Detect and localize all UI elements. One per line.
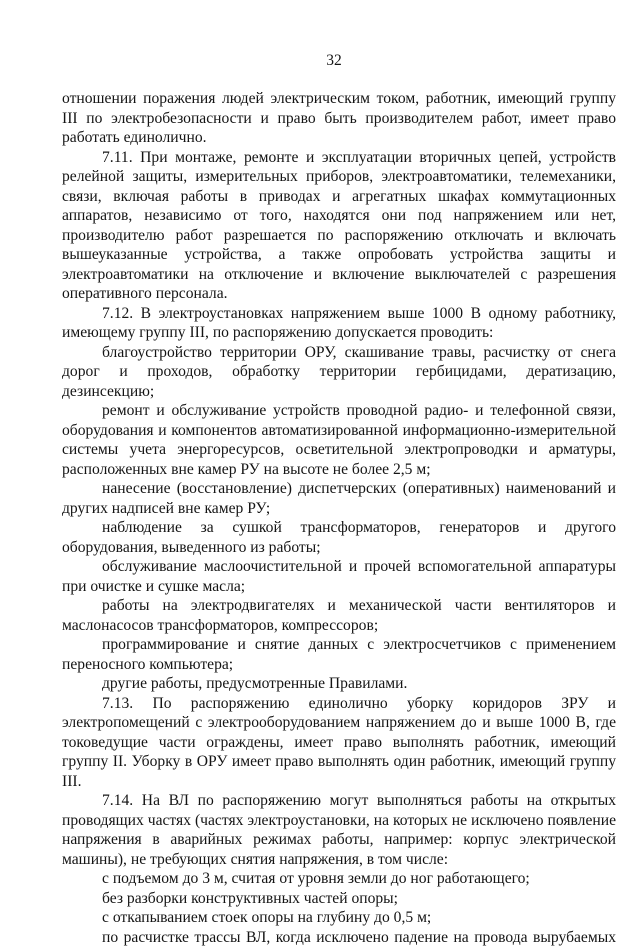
paragraph: отношении поражения людей электрическим током, работник, имеющий группу III по электробезопасности и право быть производителем работ, имеет право работать единолично. xyxy=(62,89,616,148)
paragraph: по расчистке трассы ВЛ, когда исключено падение на провода вырубаемых xyxy=(62,928,616,947)
paragraph: благоустройство территории ОРУ, скашивание травы, расчистку от снега дорог и проходов, обработку территории гербицидами, дератизацию, дезинсекцию; xyxy=(62,343,616,402)
paragraph: 7.13. По распоряжению единолично уборку коридоров ЗРУ и электропомещений с электрооборудованием напряжением до и выше 1000 В, где токоведущие части ограждены, имеет право выполнять работник, имеющий группу II. Уборку в ОРУ имеет право выполнять один работник, имеющий группу III. xyxy=(62,694,616,792)
paragraph: работы на электродвигателях и механической части вентиляторов и маслонасосов трансформаторов, компрессоров; xyxy=(62,596,616,635)
paragraph: с подъемом до 3 м, считая от уровня земли до ног работающего; xyxy=(62,869,616,889)
paragraph: наблюдение за сушкой трансформаторов, генераторов и другого оборудования, выведенного из работы; xyxy=(62,518,616,557)
paragraph: 7.11. При монтаже, ремонте и эксплуатации вторичных цепей, устройств релейной защиты, измерительных приборов, электроавтоматики, телемеханики, связи, включая работы в приводах и агрегатных шкафах коммутационных аппаратов, независимо от того, находятся они под напряжением или нет, производителю работ разрешается по распоряжению отключать и включать вышеуказанные устройства, а также опробовать устройства защиты и электроавтоматики на отключение и включение выключателей с разрешения оперативного персонала. xyxy=(62,148,616,304)
page-number: 32 xyxy=(62,52,616,70)
paragraph: 7.12. В электроустановках напряжением выше 1000 В одному работнику, имеющему группу III, по распоряжению допускается проводить: xyxy=(62,304,616,343)
body-text xyxy=(62,89,616,947)
paragraph: нанесение (восстановление) диспетчерских (оперативных) наименований и других надписей вне камер РУ; xyxy=(62,479,616,518)
paragraph: без разборки конструктивных частей опоры; xyxy=(62,889,616,909)
paragraph: 7.14. На ВЛ по распоряжению могут выполняться работы на открытых проводящих частях (частях электроустановки, на которых не исключено появление напряжения в аварийных режимах работы, например: корпус электрической машины), не требующих снятия напряжения, в том числе: xyxy=(62,791,616,869)
paragraph: программирование и снятие данных с электросчетчиков с применением переносного компьютера; xyxy=(62,635,616,674)
paragraph: ремонт и обслуживание устройств проводной радио- и телефонной связи, оборудования и компонентов автоматизированной информационно-измерительной системы учета энергоресурсов, осветительной электропроводки и арматуры, расположенных вне камер РУ на высоте не более 2,5 м; xyxy=(62,401,616,479)
paragraph: с откапыванием стоек опоры на глубину до 0,5 м; xyxy=(62,908,616,928)
paragraph: обслуживание маслоочистительной и прочей вспомогательной аппаратуры при очистке и сушке масла; xyxy=(62,557,616,596)
paragraph: другие работы, предусмотренные Правилами. xyxy=(62,674,616,694)
